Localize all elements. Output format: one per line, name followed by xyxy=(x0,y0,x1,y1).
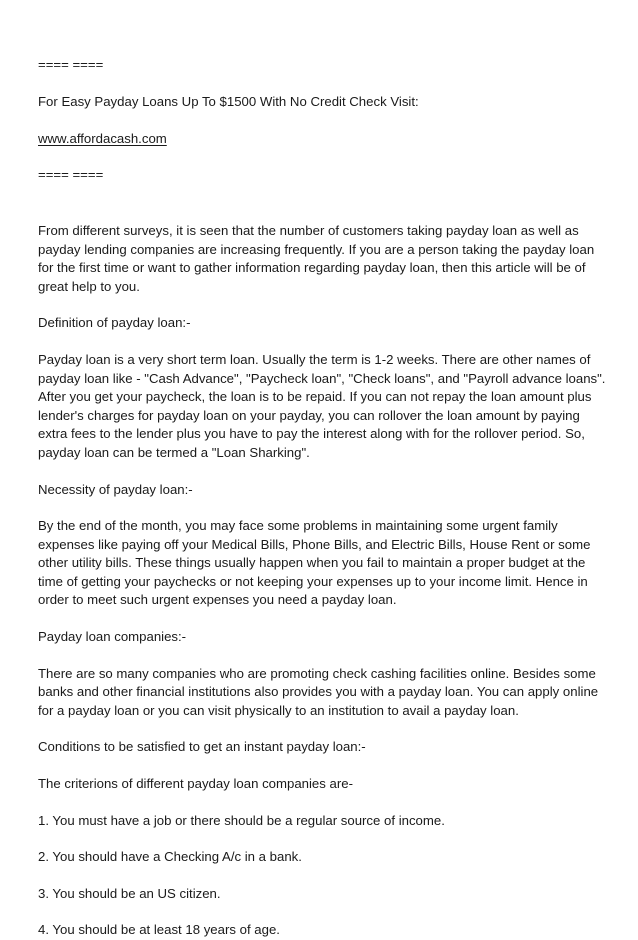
companies-heading: Payday loan companies:- xyxy=(38,629,187,645)
criterions-text: The criterions of different payday loan companies are- xyxy=(38,776,353,792)
list-item: 3. You should be an US citizen. xyxy=(38,885,221,901)
conditions-heading: Conditions to be satisfied to get an instant payday loan:- xyxy=(38,739,366,755)
document-page xyxy=(38,56,608,940)
list-item: 4. You should be at least 18 years of age. xyxy=(38,922,280,938)
companies-paragraph: There are so many companies who are promoting check cashing facilities online. Besides some banks and other financial institutions also provides you with a payday loan. You can apply online for a payday loan or you can visit physically to an institution to avail a payday loan. xyxy=(38,665,599,718)
promo-link-line xyxy=(38,111,608,148)
definition-heading: Definition of payday loan:- xyxy=(38,315,191,331)
separator-top: ==== ==== xyxy=(38,57,104,72)
separator-bottom: ==== ==== xyxy=(38,167,104,183)
intro-paragraph: From different surveys, it is seen that the number of customers taking payday loan as well as payday lending companies are increasing frequently. If you are a person taking the payday loan for the first time or want to gather information regarding payday loan, then this article will be of great help to you. xyxy=(38,222,595,294)
list-item: 1. You must have a job or there should be a regular source of income. xyxy=(38,812,445,828)
definition-paragraph: Payday loan is a very short term loan. Usually the term is 1-2 weeks. There are other names of payday loan like - "Cash Advance", "Paycheck loan", "Check loans", and "Payroll advance loans". After you get your paycheck, the loan is to be repaid. If you can not repay the loan amount plus lender's charges for payday loan on your payday, you can rollover the loan amount by paying extra fees to the lender plus you have to pay the interest along with for the rollover period. So, payday loan can be termed a "Loan Sharking". xyxy=(38,351,606,460)
promo-text: For Easy Payday Loans Up To $1500 With No Credit Check Visit: xyxy=(38,93,419,109)
necessity-paragraph: By the end of the month, you may face some problems in maintaining some urgent family expenses like paying off your Medical Bills, Phone Bills, and Electric Bills, House Rent or some other utility bills. These things usually happen when you fail to maintain a proper budget at the time of getting your paychecks or not keeping your expenses up to your income limit. Hence in order to meet such urgent expenses you need a payday loan. xyxy=(38,518,591,608)
list-item: 2. You should have a Checking A/c in a bank. xyxy=(38,849,302,865)
necessity-heading: Necessity of payday loan:- xyxy=(38,481,193,497)
promo-link[interactable]: www.affordacash.com xyxy=(38,130,167,146)
